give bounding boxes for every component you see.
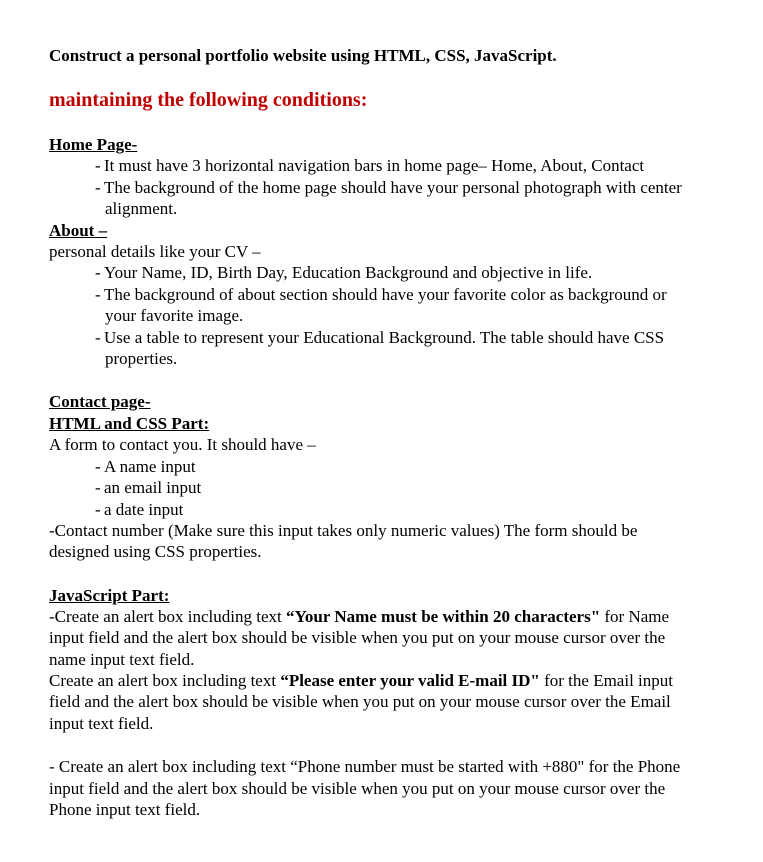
about-bullet-1: - Your Name, ID, Birth Day, Education Background and objective in life. (95, 263, 593, 282)
js-para-1-line-1: -Create an alert box including text “Your Name must be within 20 characters" for Name (49, 607, 670, 626)
contact-bullet-1-text: A name input (104, 457, 196, 476)
about-bullet-3-text: Use a table to represent your Educational Background. The table should have CSS (104, 328, 665, 347)
javascript-part-heading: JavaScript Part: (49, 586, 170, 605)
about-bullet-2-continuation: your favorite image. (105, 306, 244, 325)
js-para-2-line-3: input text field. (49, 714, 154, 733)
about-intro: personal details like your CV – (49, 242, 261, 261)
home-bullet-2: - The background of the home page should have your personal photograph with center (95, 178, 682, 197)
home-page-heading: Home Page- (49, 135, 138, 154)
js-para-2-line-1: Create an alert box including text “Please enter your valid E-mail ID" for the Email input (49, 671, 673, 690)
about-bullet-1-text: Your Name, ID, Birth Day, Education Background and objective in life. (104, 263, 593, 282)
about-bullet-3: - Use a table to represent your Educational Background. The table should have CSS (95, 328, 665, 347)
home-bullet-2-continuation: alignment. (105, 199, 178, 218)
html-css-part-heading: HTML and CSS Part: (49, 414, 210, 433)
js-para-3-line-3: Phone input text field. (49, 800, 201, 819)
home-bullet-1: - It must have 3 horizontal navigation bars in home page– Home, About, Contact (95, 156, 645, 175)
js-para-2-line-2: field and the alert box should be visible when you put on your mouse cursor over the Email (49, 692, 671, 711)
contact-intro: A form to contact you. It should have – (49, 435, 316, 454)
js-para-1-line-2: input field and the alert box should be visible when you put on your mouse cursor over the (49, 628, 666, 647)
about-heading: About – (49, 221, 108, 240)
contact-bullet-2: - an email input (95, 478, 202, 497)
home-bullet-1-text: It must have 3 horizontal navigation bars in home page– Home, About, Contact (104, 156, 645, 175)
about-bullet-2-text: The background of about section should have your favorite color as background or (104, 285, 667, 304)
about-bullet-2: - The background of about section should have your favorite color as background or (95, 285, 667, 304)
contact-bullet-2-text: an email input (104, 478, 202, 497)
about-bullet-3-continuation: properties. (105, 349, 178, 368)
contact-note-line-2: designed using CSS properties. (49, 542, 262, 561)
contact-bullet-1: - A name input (95, 457, 196, 476)
home-bullet-2-text: The background of the home page should have your personal photograph with center (104, 178, 682, 197)
js-para-3-line-1: - Create an alert box including text “Phone number must be started with +880" for the Phone (49, 757, 681, 776)
contact-note-line-1: -Contact number (Make sure this input takes only numeric values) The form should be (49, 521, 638, 540)
document-title: Construct a personal portfolio website using HTML, CSS, JavaScript. (49, 46, 557, 65)
js-para-1-line-3: name input text field. (49, 650, 195, 669)
js-para-3-line-2: input field and the alert box should be visible when you put on your mouse cursor over the (49, 779, 666, 798)
contact-bullet-3: - a date input (95, 500, 184, 519)
contact-page-heading: Contact page- (49, 392, 151, 411)
conditions-subtitle: maintaining the following conditions: (49, 89, 368, 111)
contact-bullet-3-text: a date input (104, 500, 184, 519)
